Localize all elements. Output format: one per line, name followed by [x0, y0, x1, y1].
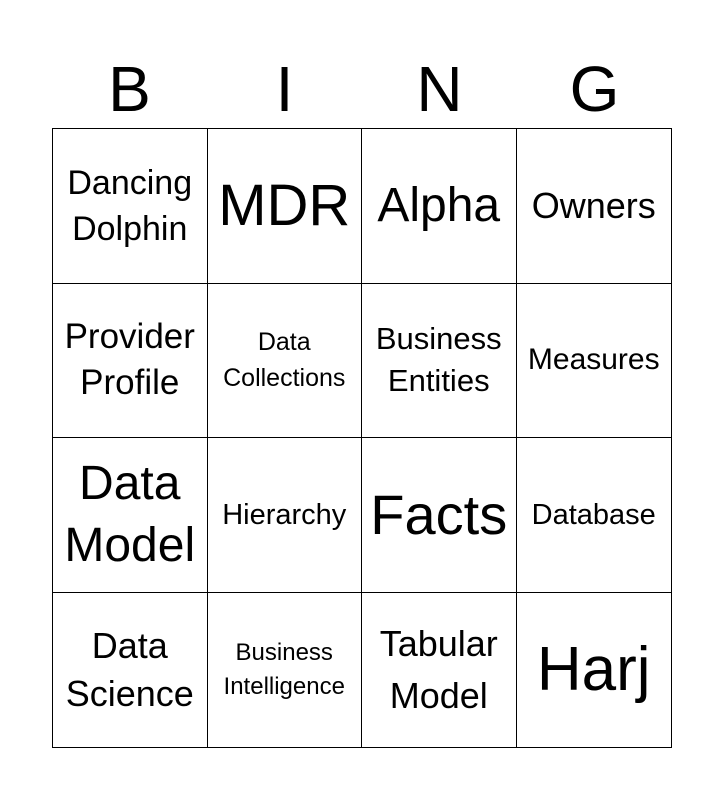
- bingo-cell-r4c1[interactable]: [53, 593, 208, 748]
- bingo-cell-r4c4[interactable]: [517, 593, 672, 748]
- cell-label: Data Science: [65, 624, 194, 714]
- cell-label: Dancing Dolphin: [67, 163, 193, 248]
- bingo-cell-r3c2[interactable]: [208, 438, 363, 593]
- bingo-board: [52, 128, 672, 748]
- cell-label: Data Collections: [223, 328, 346, 393]
- cell-label: MDR: [218, 172, 351, 238]
- header-letter-i: I: [275, 53, 294, 125]
- cell-label: Data Model: [64, 456, 196, 572]
- bingo-cell-r4c2[interactable]: [208, 593, 363, 748]
- bingo-cell-r1c3[interactable]: [362, 129, 517, 284]
- cell-label: Alpha: [377, 178, 501, 232]
- header-letter-b: B: [108, 53, 151, 125]
- bingo-cell-r2c2[interactable]: [208, 284, 363, 439]
- bingo-cell-r1c2[interactable]: [208, 129, 363, 284]
- header-letter-g: G: [569, 53, 620, 125]
- cell-label: Provider Profile: [64, 317, 195, 403]
- bingo-cell-r3c4[interactable]: [517, 438, 672, 593]
- cell-label: Business Entities: [375, 321, 502, 399]
- bingo-cell-r1c4[interactable]: [517, 129, 672, 284]
- cell-label: Database: [531, 498, 656, 531]
- cell-label: Facts: [370, 482, 508, 546]
- cell-label: Business Intelligence: [223, 638, 345, 700]
- cell-label: Tabular Model: [379, 622, 498, 716]
- cell-label: Hierarchy: [222, 498, 347, 531]
- bingo-cell-r2c3[interactable]: [362, 284, 517, 439]
- bingo-cell-r4c3[interactable]: [362, 593, 517, 748]
- cell-label: Measures: [527, 343, 660, 377]
- bingo-cell-r2c1[interactable]: [53, 284, 208, 439]
- cell-label: Harj: [536, 634, 651, 704]
- bingo-cell-r3c1[interactable]: [53, 438, 208, 593]
- header-letter-n: N: [416, 53, 463, 125]
- bingo-cell-r2c4[interactable]: [517, 284, 672, 439]
- cell-label: Owners: [531, 184, 656, 226]
- bingo-cell-r3c3[interactable]: [362, 438, 517, 593]
- bingo-cell-r1c1[interactable]: [53, 129, 208, 284]
- bingo-header: [52, 50, 672, 128]
